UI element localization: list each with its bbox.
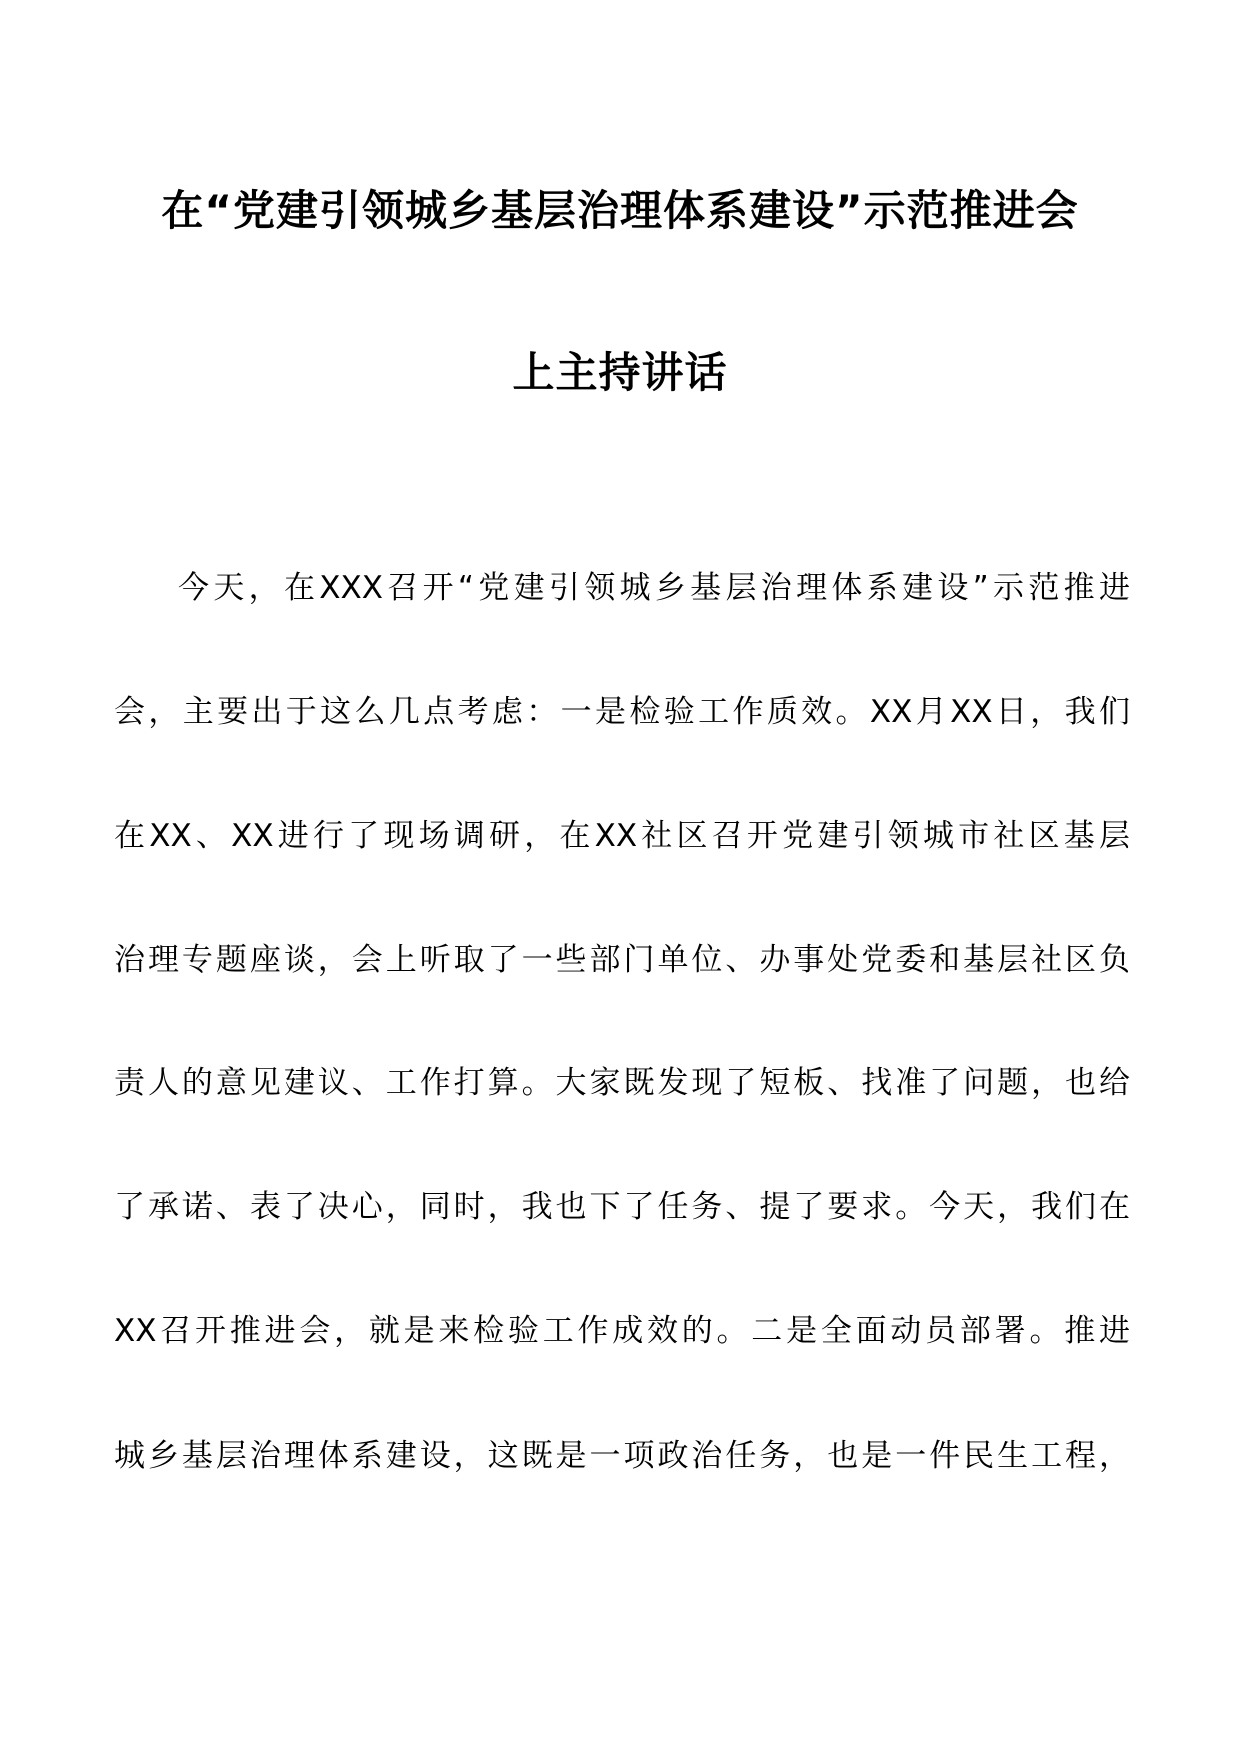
body-line-8: 城乡基层治理体系建设，这既是一项政治任务，也是一件民生工程， [114, 1438, 1130, 1474]
body-line-7: XX召开推进会，就是来检验工作成效的。二是全面动员部署。推进 [114, 1313, 1130, 1349]
body-line-4: 治理专题座谈，会上听取了一些部门单位、办事处党委和基层社区负 [114, 942, 1130, 978]
document-title-line-2: 上主持讲话 [512, 348, 728, 397]
body-line-2: 会，主要出于这么几点考虑：一是检验工作质效。XX月XX日，我们 [114, 694, 1130, 730]
body-line-1: 今天，在XXX召开“党建引领城乡基层治理体系建设”示范推进 [178, 570, 1130, 606]
document-title-line-1: 在“党建引领城乡基层治理体系建设”示范推进会 [161, 186, 1079, 235]
body-line-6: 了承诺、表了决心，同时，我也下了任务、提了要求。今天，我们在 [114, 1189, 1130, 1225]
body-line-5: 责人的意见建议、工作打算。大家既发现了短板、找准了问题，也给 [114, 1065, 1130, 1101]
body-line-3: 在XX、XX进行了现场调研，在XX社区召开党建引领城市社区基层 [114, 818, 1130, 854]
